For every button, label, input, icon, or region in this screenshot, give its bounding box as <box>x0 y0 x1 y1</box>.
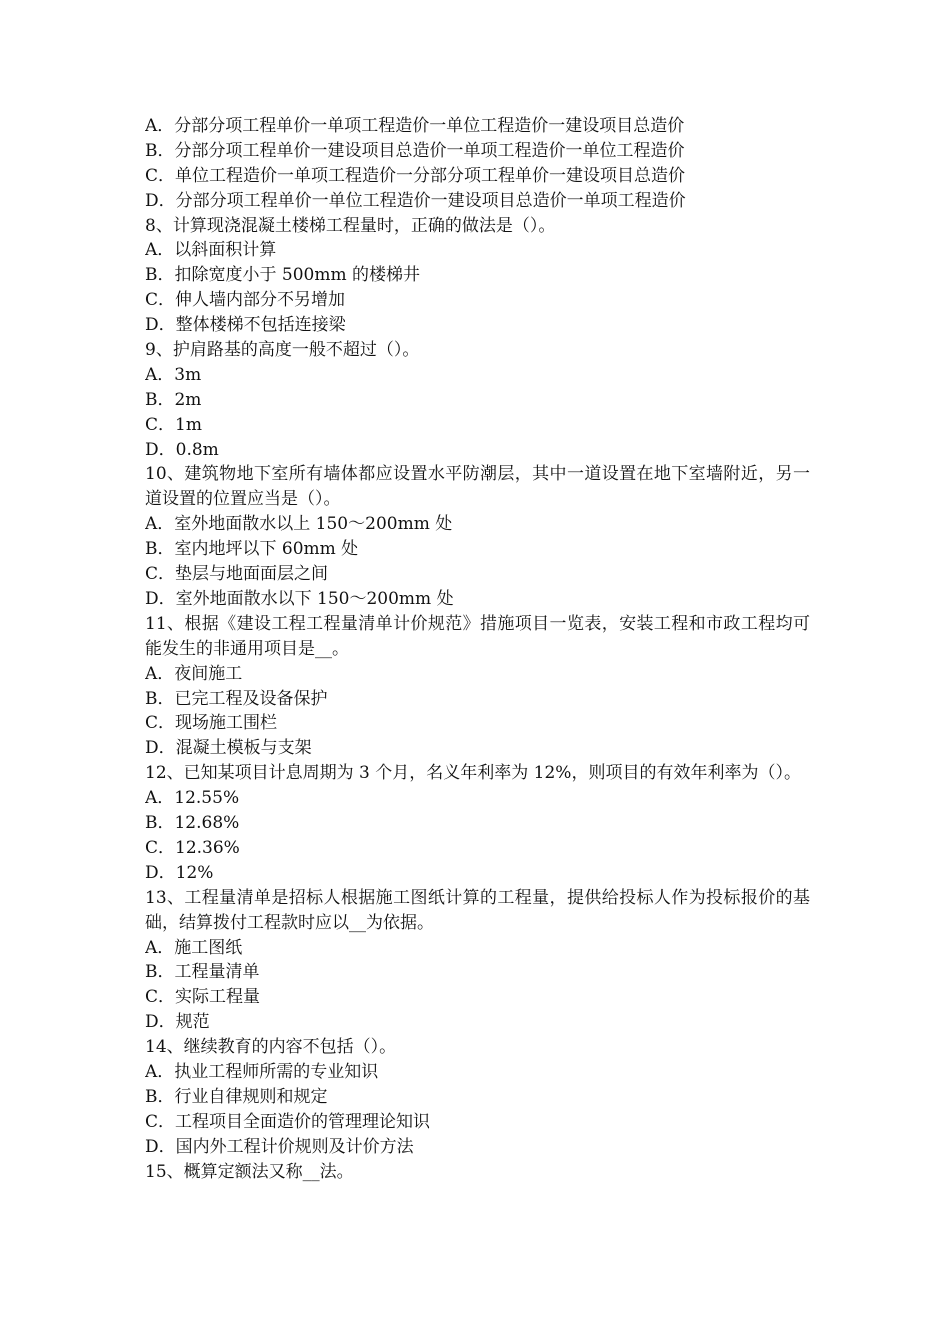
answer-option: A．分部分项工程单价一单项工程造价一单位工程造价一建设项目总造价 <box>145 116 685 136</box>
answer-option: B．室内地坪以下 60mm 处 <box>145 539 359 560</box>
answer-option: D．国内外工程计价规则及计价方法 <box>145 1136 414 1157</box>
answer-option: C．实际工程量 <box>145 987 261 1008</box>
answer-option: D．混凝土模板与支架 <box>145 738 312 759</box>
answer-option: C．工程项目全面造价的管理理论知识 <box>145 1111 431 1132</box>
question-text: 13、工程量清单是招标人根据施工图纸计算的工程量，提供给投标人作为投标报价的基础，结算拨付工程款时应以__为依据。 <box>145 887 810 933</box>
answer-option: C．12.36% <box>145 837 240 858</box>
answer-option: B．分部分项工程单价一建设项目总造价一单项工程造价一单位工程造价 <box>145 140 685 161</box>
answer-option: A．12.55% <box>145 788 240 809</box>
answer-option: A．室外地面散水以上 150～200mm 处 <box>145 514 453 535</box>
document-page <box>145 114 810 1184</box>
answer-option: B．工程量清单 <box>145 962 260 983</box>
question-text: 12、已知某项目计息周期为 3 个月，名义年利率为 12%，则项目的有效年利率为（）。 <box>145 763 801 784</box>
answer-option: B．已完工程及设备保护 <box>145 688 328 709</box>
answer-option: D．规范 <box>145 1012 210 1033</box>
answer-option: B．2m <box>145 389 202 410</box>
question-text: 8、计算现浇混凝土楼梯工程量时，正确的做法是（）。 <box>145 215 556 236</box>
question-text: 10、建筑物地下室所有墙体都应设置水平防潮层，其中一道设置在地下室墙附近，另一道设置的位置应当是（）。 <box>145 464 810 510</box>
question-text: 15、概算定额法又称__法。 <box>145 1161 354 1182</box>
answer-option: C．现场施工围栏 <box>145 713 278 734</box>
answer-option: A．夜间施工 <box>145 663 243 684</box>
answer-option: D．12% <box>145 862 214 883</box>
answer-option: A．执业工程师所需的专业知识 <box>145 1061 379 1082</box>
answer-option: A．施工图纸 <box>145 937 243 958</box>
answer-option: C．单位工程造价一单项工程造价一分部分项工程单价一建设项目总造价 <box>145 165 686 186</box>
answer-option: A．3m <box>145 364 202 385</box>
answer-option: C．1m <box>145 414 202 435</box>
answer-option: D．0.8m <box>145 439 219 460</box>
answer-option: B．行业自律规则和规定 <box>145 1086 328 1107</box>
question-text: 14、继续教育的内容不包括（）。 <box>145 1037 397 1058</box>
answer-option: C．伸人墙内部分不另增加 <box>145 290 346 311</box>
answer-option: B．12.68% <box>145 813 240 834</box>
answer-option: B．扣除宽度小于 500mm 的楼梯井 <box>145 265 420 286</box>
answer-option: C．垫层与地面面层之间 <box>145 564 329 585</box>
answer-option: D．室外地面散水以下 150～200mm 处 <box>145 588 454 609</box>
question-text: 9、护肩路基的高度一般不超过（）。 <box>145 340 420 361</box>
answer-option: D．整体楼梯不包括连接梁 <box>145 315 346 336</box>
question-text: 11、根据《建设工程工程量清单计价规范》措施项目一览表，安装工程和市政工程均可能发生的非通用项目是__。 <box>145 613 810 659</box>
answer-option: D．分部分项工程单价一单位工程造价一建设项目总造价一单项工程造价 <box>145 190 686 211</box>
answer-option: A．以斜面积计算 <box>145 240 277 261</box>
